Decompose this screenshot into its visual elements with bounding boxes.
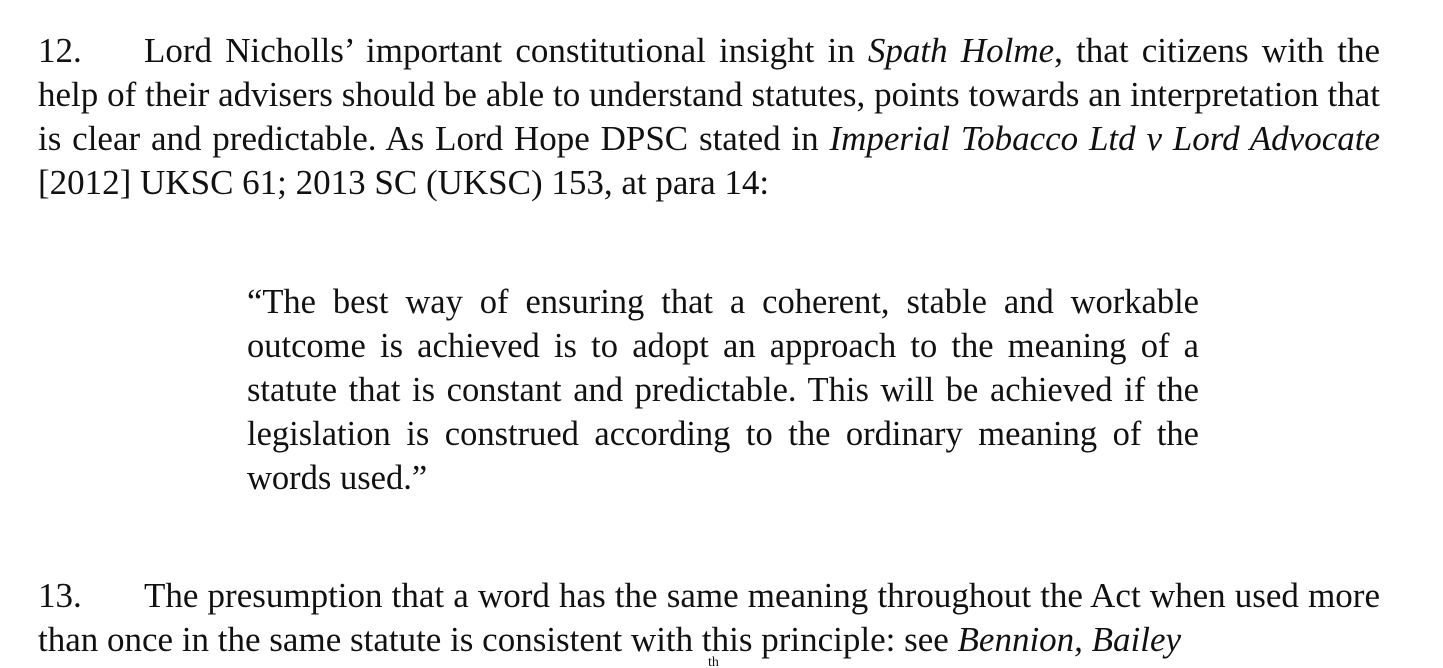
paragraph-13 bbox=[38, 574, 1380, 662]
paragraph-text: , that citizens with the help of their advisers should be able to understand statutes, points towards an interpretation that is clear and predictable. As Lord Hope DPSC stated in bbox=[38, 31, 1380, 158]
case-name: Imperial Tobacco Ltd v Lord Advocate bbox=[829, 119, 1380, 158]
citation: Bennion, Bailey bbox=[957, 620, 1182, 659]
paragraph-text: [2012] UKSC 61; 2013 SC (UKSC) 153, at para 14: bbox=[38, 163, 770, 202]
block-quote: “The best way of ensuring that a coherent, stable and workable outcome is achieved is to adopt an approach to the meaning of a statute that is constant and predictable. This will be achieved if the legislation is construed according to the ordinary meaning of the words used.” bbox=[247, 283, 1199, 497]
paragraph-number: 12. bbox=[38, 31, 82, 70]
paragraph-12 bbox=[38, 29, 1380, 205]
paragraph-text: The presumption that a word has the same meaning throughout the Act when used more than once in the same statute is consistent with this principle: see bbox=[38, 576, 1380, 659]
paragraph-text: Lord Nicholls’ important constitutional insight in bbox=[144, 31, 868, 70]
superscript-mark: th bbox=[708, 655, 719, 668]
paragraph-number: 13. bbox=[38, 576, 82, 615]
case-name: Spath Holme bbox=[867, 31, 1055, 70]
